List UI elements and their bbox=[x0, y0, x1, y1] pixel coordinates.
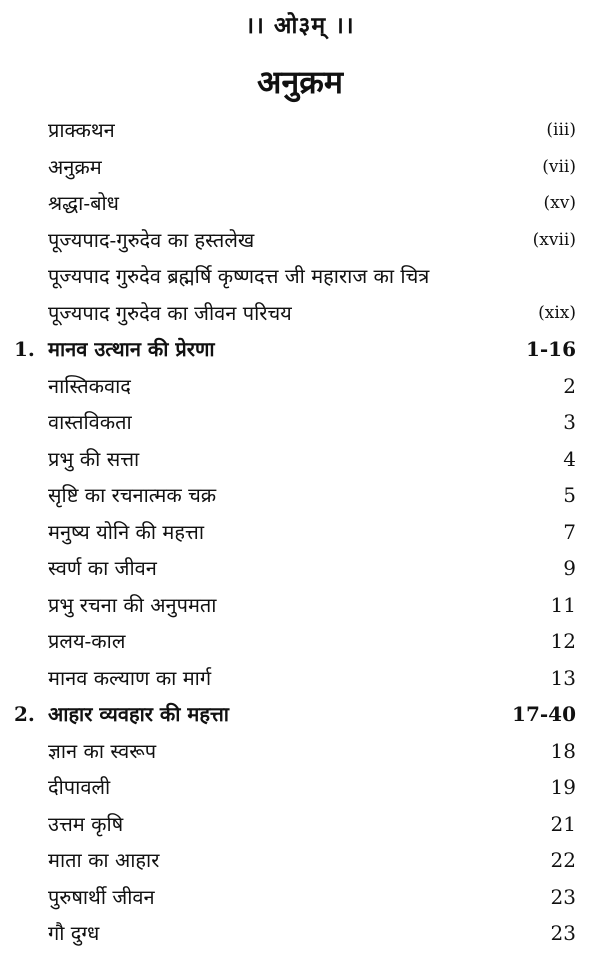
toc-entry bbox=[0, 368, 600, 405]
entry-page: 4 bbox=[563, 446, 576, 471]
entry-page: (iii) bbox=[546, 120, 576, 140]
entry-page: 11 bbox=[550, 592, 576, 617]
entry-label: मानव कल्याण का मार्ग bbox=[48, 665, 212, 690]
entry-page: (xv) bbox=[543, 193, 576, 213]
chapter-number: 1. bbox=[14, 337, 35, 361]
toc-entry bbox=[0, 915, 600, 952]
toc-entry bbox=[0, 879, 600, 916]
entry-page: 2 bbox=[563, 373, 576, 398]
toc-entry bbox=[0, 295, 600, 332]
entry-label: नास्तिकवाद bbox=[48, 373, 131, 398]
toc-entry bbox=[0, 660, 600, 697]
entry-page: 22 bbox=[550, 848, 576, 872]
chapter-title: मानव उत्थान की प्रेरणा bbox=[48, 337, 215, 361]
entry-page: 3 bbox=[563, 410, 576, 434]
chapter-pages: 1-16 bbox=[525, 337, 576, 361]
entry-label: उत्तम कृषि bbox=[48, 811, 124, 836]
entry-page: (xix) bbox=[538, 302, 576, 323]
entry-label: प्रलय-काल bbox=[48, 629, 126, 653]
entry-label: पूज्यपाद गुरुदेव का जीवन परिचय bbox=[48, 300, 292, 325]
toc-entry bbox=[0, 587, 600, 624]
entry-page: 21 bbox=[550, 811, 576, 836]
entry-page: 19 bbox=[550, 775, 576, 799]
chapter-pages: 17-40 bbox=[512, 702, 576, 726]
entry-page: 13 bbox=[550, 665, 576, 690]
entry-label: श्रद्धा-बोध bbox=[48, 191, 119, 215]
entry-label: प्रभु की सत्ता bbox=[48, 446, 140, 471]
entry-label: सृष्टि का रचनात्मक चक्र bbox=[48, 483, 217, 507]
entry-label: पुरुषार्थी जीवन bbox=[48, 884, 155, 909]
chapter-number: 2. bbox=[14, 702, 35, 726]
entry-page: 23 bbox=[550, 921, 576, 945]
entry-label: गौ दुग्ध bbox=[48, 921, 100, 945]
entry-page: (vii) bbox=[542, 156, 576, 177]
entry-label: वास्तविकता bbox=[48, 410, 132, 434]
invocation-heading: ।। ओ३म् ।। bbox=[245, 12, 355, 39]
toc-entry bbox=[0, 149, 600, 186]
toc-entry bbox=[0, 514, 600, 551]
toc-entry bbox=[0, 769, 600, 806]
entry-page: 18 bbox=[550, 738, 576, 763]
entry-page: 12 bbox=[550, 629, 576, 653]
toc-entry bbox=[0, 842, 600, 879]
entry-label: माता का आहार bbox=[48, 848, 160, 872]
entry-label: ज्ञान का स्वरूप bbox=[48, 738, 157, 763]
entry-label: स्वर्ण का जीवन bbox=[48, 556, 157, 580]
entry-page: 9 bbox=[563, 556, 576, 580]
entry-label: प्रभु रचना की अनुपमता bbox=[48, 592, 217, 617]
toc-entry bbox=[0, 733, 600, 770]
toc-entry bbox=[0, 185, 600, 222]
entry-page: (xvii) bbox=[532, 229, 576, 250]
toc-entry bbox=[0, 112, 600, 149]
toc-entry bbox=[0, 550, 600, 587]
entry-label: प्राक्कथन bbox=[48, 118, 115, 142]
toc-entry bbox=[0, 404, 600, 441]
entry-page: 5 bbox=[563, 483, 576, 507]
entry-label: पूज्यपाद-गुरुदेव का हस्तलेख bbox=[48, 227, 255, 252]
toc-entry bbox=[0, 222, 600, 259]
entry-label: दीपावली bbox=[48, 775, 111, 799]
chapter-heading bbox=[0, 331, 600, 368]
chapter-heading bbox=[0, 696, 600, 733]
toc-entry bbox=[0, 258, 600, 295]
entry-label: पूज्यपाद गुरुदेव ब्रह्मर्षि कृष्णदत्त जी महाराज का चित्र bbox=[48, 264, 430, 288]
toc-entry bbox=[0, 806, 600, 843]
entry-label: अनुक्रम bbox=[48, 154, 102, 179]
entry-label: मनुष्य योनि की महत्ता bbox=[48, 519, 205, 544]
chapter-title: आहार व्यवहार की महत्ता bbox=[48, 702, 229, 726]
toc-entry bbox=[0, 441, 600, 478]
toc-entry bbox=[0, 623, 600, 660]
toc-entry bbox=[0, 477, 600, 514]
table-of-contents bbox=[0, 112, 600, 952]
entry-page: 7 bbox=[563, 519, 576, 544]
entry-page: 23 bbox=[550, 884, 576, 909]
page-title: अनुक्रम bbox=[257, 63, 343, 101]
